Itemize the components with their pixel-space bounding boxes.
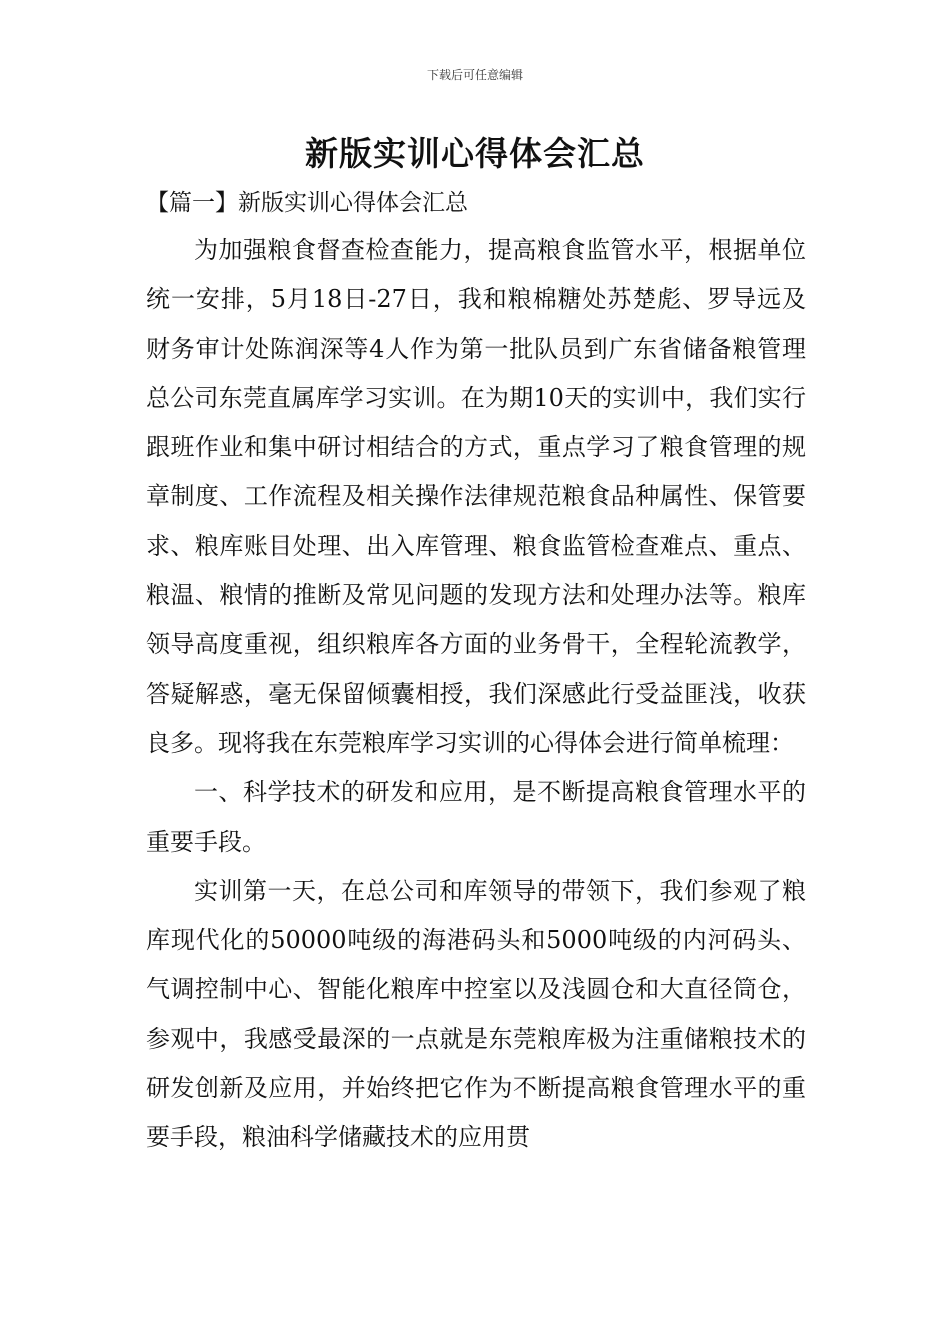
section-heading: 【篇一】新版实训心得体会汇总	[146, 190, 468, 216]
page-header-note: 下载后可任意编辑	[426, 68, 523, 82]
paragraph: 实训第一天，在总公司和库领导的带领下，我们参观了粮库现代化的50000吨级的海港码头和5000吨级的内河码头、气调控制中心、智能化粮库中控室以及浅圆仓和大直径筒仓，参观中，我感受最深的一点就是东莞粮库极为注重储粮技术的研发创新及应用，并始终把它作为不断提高粮食管理水平的重要手段，粮油科学储藏技术的应用贯	[146, 876, 806, 1152]
document-title: 新版实训心得体会汇总	[305, 134, 645, 173]
document-body	[146, 226, 806, 1163]
paragraph: 一、科学技术的研发和应用，是不断提高粮食管理水平的重要手段。	[146, 778, 806, 856]
paragraph: 为加强粮食督查检查能力，提高粮食监管水平，根据单位统一安排，5月18日-27日，我和粮棉糖处苏楚彪、罗导远及财务审计处陈润深等4人作为第一批队员到广东省储备粮管理总公司东莞直属库学习实训。在为期10天的实训中，我们实行跟班作业和集中研讨相结合的方式，重点学习了粮食管理的规章制度、工作流程及相关操作法律规范粮食品种属性、保管要求、粮库账目处理、出入库管理、粮食监管检查难点、重点、粮温、粮情的推断及常见问题的发现方法和处理办法等。粮库领导高度重视，组织粮库各方面的业务骨干，全程轮流教学，答疑解惑，毫无保留倾囊相授，我们深感此行受益匪浅，收获良多。现将我在东莞粮库学习实训的心得体会进行简单梳理：	[146, 236, 806, 757]
